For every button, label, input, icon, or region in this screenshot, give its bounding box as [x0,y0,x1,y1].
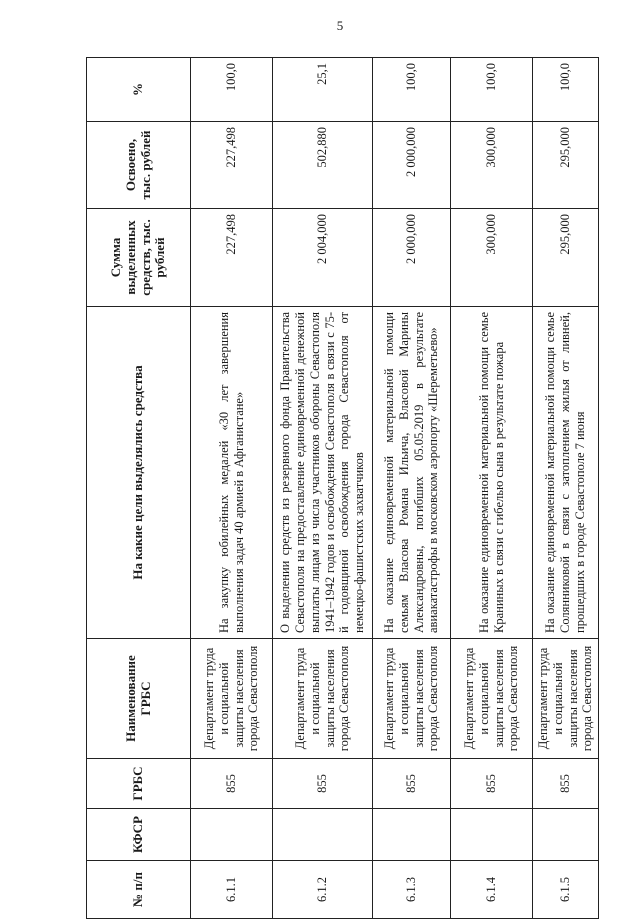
cell-purpose: На оказание единовременной материальной помощи семье Солянниковой в связи с затоплением жилья от ливней, прошедших в городе Севастополе 7 июня [533,307,599,639]
cell-spent: 300,000 [451,122,533,209]
cell-grbs: 855 [373,759,451,809]
header-allocated: Сумма выделенных средств, тыс. рублей [87,209,191,307]
cell-allocated: 227,498 [191,209,273,307]
table-row [533,58,599,919]
table-row [451,58,533,919]
header-grbs: ГРБС [87,759,191,809]
header-percent: % [87,58,191,122]
cell-grbs-name: Департамент труда и социальной защиты населения города Севастополя [273,639,373,759]
cell-kfsr [533,809,599,861]
cell-spent: 2 000,000 [373,122,451,209]
cell-purpose: На оказание единовременной материальной помощи семьям Власова Романа Ильича, Власовой Марины Александровны, погибших 05.05.2019 в результате авиакатастрофы в московском аэропорту «Шереметьево» [373,307,451,639]
cell-spent: 295,000 [533,122,599,209]
cell-allocated: 2 004,000 [273,209,373,307]
cell-kfsr [191,809,273,861]
page-number: 5 [336,18,344,33]
cell-spent: 502,880 [273,122,373,209]
cell-grbs: 855 [191,759,273,809]
cell-percent: 100,0 [191,58,273,122]
cell-num: 6.1.4 [451,861,533,919]
cell-grbs: 855 [451,759,533,809]
cell-allocated: 300,000 [451,209,533,307]
cell-allocated: 295,000 [533,209,599,307]
cell-percent: 100,0 [373,58,451,122]
header-num: № п/п [87,861,191,919]
cell-num: 6.1.5 [533,861,599,919]
cell-percent: 25,1 [273,58,373,122]
cell-purpose: На оказание единовременной материальной помощи семье Краниных в связи с гибелью сына в результате пожара [451,307,533,639]
cell-purpose: О выделении средств из резервного фонда Правительства Севастополя на предоставление единовременной денежной выплаты лицам из числа участников обороны Севастополя 1941–1942 годов и освобождения Севастополя в связи с 75-й годовщиной освобождения города Севастополя от немецко-фашистских захватчиков [273,307,373,639]
table-row [191,58,273,919]
cell-percent: 100,0 [533,58,599,122]
cell-percent: 100,0 [451,58,533,122]
cell-purpose: На закупку юбилейных медалей «30 лет завершения выполнения задач 40 армией в Афганистане» [191,307,273,639]
header-purpose: На какие цели выделялись средства [87,307,191,639]
header-spent: Освоено, тыс. рублей [87,122,191,209]
cell-spent: 227,498 [191,122,273,209]
cell-allocated: 2 000,000 [373,209,451,307]
table-row [273,58,373,919]
cell-grbs-name: Департамент труда и социальной защиты населения города Севастополя [373,639,451,759]
cell-kfsr [273,809,373,861]
cell-grbs: 855 [273,759,373,809]
header-grbs-name: Наименование ГРБС [87,639,191,759]
cell-grbs: 855 [533,759,599,809]
rotated-table-container [86,58,594,919]
cell-grbs-name: Департамент труда и социальной защиты населения города Севастополя [191,639,273,759]
cell-num: 6.1.2 [273,861,373,919]
cell-kfsr [451,809,533,861]
header-kfsr: КФСР [87,809,191,861]
cell-kfsr [373,809,451,861]
cell-num: 6.1.3 [373,861,451,919]
cell-grbs-name: Департамент труда и социальной защиты населения города Севастополя [533,639,599,759]
table-row [373,58,451,919]
funds-table [86,57,599,919]
header-row [87,58,191,919]
cell-grbs-name: Департамент труда и социальной защиты населения города Севастополя [451,639,533,759]
cell-num: 6.1.1 [191,861,273,919]
